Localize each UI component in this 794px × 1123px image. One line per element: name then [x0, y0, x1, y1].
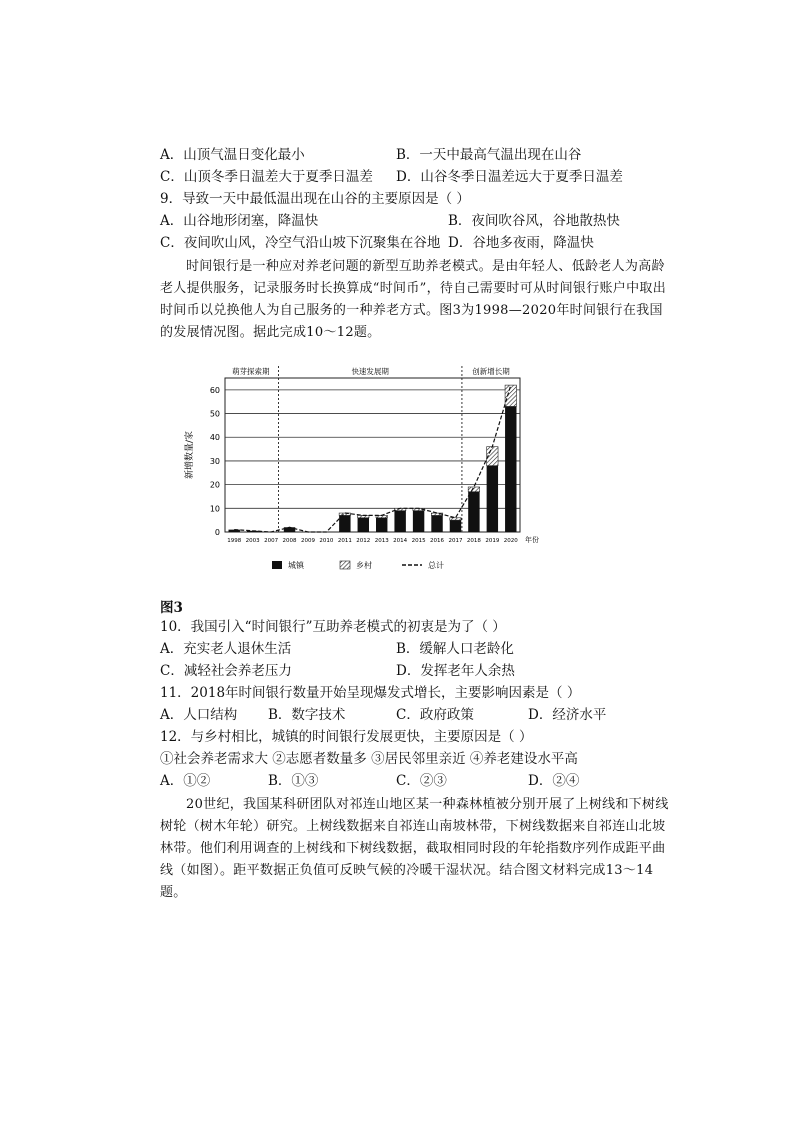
legend-label-urban: 城镇: [288, 561, 304, 570]
y-tick-label: 30: [209, 456, 220, 466]
bar-urban: [468, 492, 479, 532]
y-axis-label: 新增数量/家: [185, 430, 195, 480]
q12-option-b: B．①③: [268, 773, 319, 789]
y-tick-label: 40: [209, 433, 220, 443]
legend-swatch-rural: [340, 561, 350, 569]
q8-option-c: C．山顶冬季日温差大于夏季日温差: [160, 169, 373, 185]
legend-label-total: 总计: [428, 561, 444, 570]
bar-urban: [450, 520, 461, 532]
q8-option-d: D．山谷冬季日温差远大于夏季日温差: [396, 169, 623, 185]
x-tick-label: 2008: [282, 538, 297, 544]
legend-swatch-urban: [272, 561, 282, 569]
q11-stem: 11．2018年时间银行数量开始呈现爆发式增长，主要影响因素是（ ）: [160, 685, 581, 701]
x-tick-label: 2010: [319, 538, 334, 544]
x-tick-label: 2014: [393, 538, 408, 544]
q9-option-b: B．夜间吹谷风，谷地散热快: [448, 213, 620, 229]
x-tick-label: 1998: [227, 538, 242, 544]
q9-option-d: D．谷地多夜雨，降温快: [448, 235, 594, 251]
q9-option-a: A．山谷地形闭塞，降温快: [160, 213, 319, 229]
q12-option-a: A．①②: [160, 773, 211, 789]
figure-label: 图3: [160, 600, 183, 616]
x-tick-label: 2015: [411, 538, 426, 544]
q11-option-b: B．数字技术: [268, 707, 346, 723]
x-tick-label: 2020: [503, 538, 518, 544]
legend-label-rural: 乡村: [356, 561, 372, 570]
bar-urban: [505, 406, 516, 532]
paragraph-13-14: 20世纪，我国某科研团队对祁连山地区某一种森林植被分别开展了上树线和下树线树轮（树木年轮）研究。上树线数据来自祁连山南坡林带，下树线数据来自祁连山北坡林带。他们利用调查的上树线和下树线数据，截取相同时段的年轮指数序列作成距平曲线（如图）。距平数据正负值可反映气候的冷暖干湿状况。结合图文材料完成13～14题。: [160, 797, 669, 900]
q9-stem: 9．导致一天中最低温出现在山谷的主要原因是（ ）: [160, 191, 470, 207]
q10-option-c: C．减轻社会养老压力: [160, 663, 292, 679]
q12-option-d: D．②④: [528, 773, 580, 789]
bar-rural: [505, 385, 516, 406]
x-tick-label: 2013: [374, 538, 389, 544]
q10-option-a: A．充实老人退休生活: [160, 641, 292, 657]
intro-paragraph: 时间银行是一种应对养老问题的新型互助养老模式。是由年轻人、低龄老人为高龄老人提供服务，记录服务时长换算成“时间币”，待自己需要时可从时间银行账户中取出时间币以兑换他人为自己服务的一种养老方式。图3为1998—2020年时间银行在我国的发展情况图。据此完成10～12题。: [160, 259, 666, 340]
bar-urban: [394, 511, 405, 532]
q10-stem: 10．我国引入“时间银行”互助养老模式的初衷是为了（ ）: [160, 619, 506, 635]
phase-label: 快速发展期: [351, 367, 389, 376]
bar-urban: [339, 515, 350, 532]
phase-label: 创新增长期: [472, 367, 510, 376]
x-tick-label: 2019: [485, 538, 500, 544]
bar-urban: [413, 511, 424, 532]
x-tick-label: 2012: [356, 538, 371, 544]
y-tick-label: 10: [209, 504, 220, 514]
time-bank-chart: [180, 362, 540, 584]
x-tick-label: 2011: [337, 538, 352, 544]
q12-stem: 12．与乡村相比，城镇的时间银行发展更快，主要原因是（ ）: [160, 729, 533, 745]
x-tick-label: 2009: [300, 538, 315, 544]
y-tick-label: 50: [209, 409, 220, 419]
q11-option-d: D．经济水平: [528, 707, 607, 723]
x-tick-label: 2007: [264, 538, 279, 544]
x-axis-label: 年份: [525, 536, 539, 544]
bar-rural: [450, 518, 461, 520]
bar-rural: [468, 487, 479, 492]
q8-option-a: A．山顶气温日变化最小: [160, 147, 305, 163]
bar-urban: [487, 466, 498, 532]
y-tick-label: 0: [214, 528, 220, 537]
phase-label: 萌芽探索期: [232, 367, 270, 376]
q10-option-b: B．缓解人口老龄化: [396, 641, 514, 657]
x-tick-label: 2018: [466, 538, 481, 544]
y-tick-label: 60: [209, 385, 220, 395]
y-tick-label: 20: [209, 480, 220, 490]
bar-urban: [431, 515, 442, 532]
bar-urban: [358, 518, 369, 532]
bar-urban: [376, 518, 387, 532]
x-tick-label: 2003: [245, 538, 260, 544]
q12-items: ①社会养老需求大 ②志愿者数量多 ③居民邻里亲近 ④养老建设水平高: [160, 751, 578, 767]
q8-option-b: B．一天中最高气温出现在山谷: [396, 147, 582, 163]
q9-option-c: C．夜间吹山风，冷空气沿山坡下沉聚集在谷地: [160, 235, 441, 251]
x-tick-label: 2016: [430, 538, 445, 544]
q11-option-a: A．人口结构: [160, 707, 238, 723]
q10-option-d: D．发挥老年人余热: [396, 663, 515, 679]
q11-option-c: C．政府政策: [396, 707, 474, 723]
q12-option-c: C．②③: [396, 773, 447, 789]
x-tick-label: 2017: [448, 538, 463, 544]
